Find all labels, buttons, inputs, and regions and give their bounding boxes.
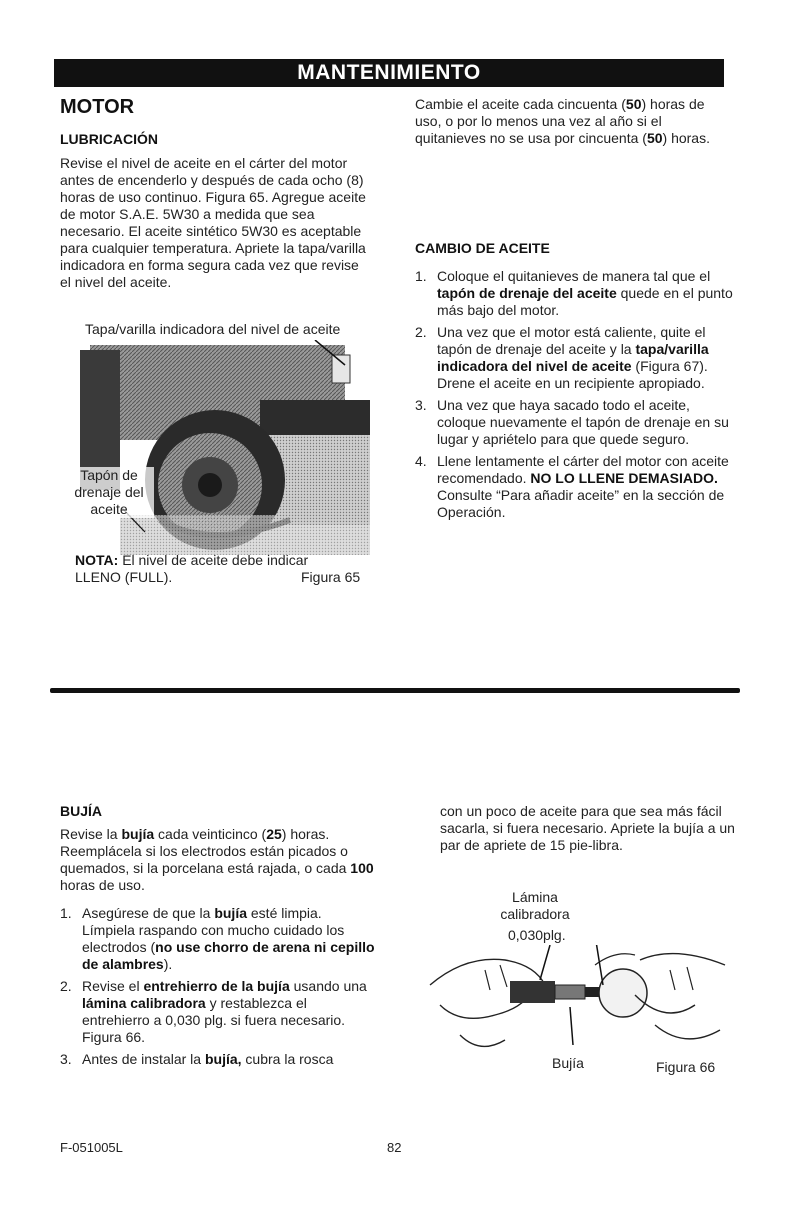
document-code: F-051005L <box>60 1140 123 1155</box>
list-item: 3. Una vez que haya sacado todo el aceite, coloque nuevamente el tapón de drenaje en su lugar y apriételo para que quede seguro. <box>415 397 729 447</box>
figure65-note: NOTA: El nivel de aceite debe indicar LLENO (FULL). Figura 65 <box>75 552 361 585</box>
engine-illustration <box>60 340 380 555</box>
lubricacion-paragraph: Revise el nivel de aceite en el cárter del motor antes de encenderlo y después de cada ocho (8) horas de uso continuo. Figura 65. Agregue aceite de motor S.A.E. 5W30 a medida que sea necesario. El aceite sintético 5W30 es aceptable para cualquier temperatura. Apriete la tapa/varilla indicadora en forma segura cada vez que revise el nivel del aceite. <box>60 155 366 290</box>
figure66-label: Figura 66 <box>656 1059 716 1075</box>
cambio-steps <box>415 268 733 526</box>
section-banner: MANTENIMIENTO <box>54 59 724 87</box>
list-item: 3. Antes de instalar la bujía, cubra la rosca <box>60 1051 334 1067</box>
gap-callout: 0,030plg. <box>508 927 566 943</box>
figure65-label: Figura 65 <box>301 569 361 585</box>
bujia-heading: BUJÍA <box>60 803 103 819</box>
list-item: 1. Asegúrese de que la bujía esté limpia. Límpiela raspando con mucho cuidado los electrodos (no use chorro de arena ni cepillo de alambres). <box>60 905 375 972</box>
oil-change-interval: Cambie el aceite cada cincuenta (50) horas de uso, o por lo menos una vez al año si el quitanieves no se usa por cincuenta (50) horas. <box>415 96 710 146</box>
spark-plug-illustration <box>425 945 730 1055</box>
feeler-gauge-callout: Lámina calibradora <box>500 889 570 922</box>
list-item: 1. Coloque el quitanieves de manera tal que el tapón de drenaje del aceite quede en el punto más bajo del motor. <box>415 268 733 318</box>
spark-plug-callout: Bujía <box>552 1055 584 1071</box>
dipstick-callout: Tapa/varilla indicadora del nivel de aceite <box>85 321 341 337</box>
drain-plug-callout: Tapón de drenaje del aceite <box>64 467 154 518</box>
section-divider <box>50 688 740 693</box>
page-number: 82 <box>387 1140 402 1155</box>
lubricacion-heading: LUBRICACIÓN <box>60 131 158 147</box>
list-item: 4. Llene lentamente el cárter del motor con aceite recomendado. NO LO LLENE DEMASIADO. Consulte “Para añadir aceite” en la sección de Operación. <box>415 453 729 520</box>
bujia-intro: Revise la bujía cada veinticinco (25) horas. Reemplácela si los electrodos están picados o quemados, si la porcelana está rajada, o cada 100 horas de uso. <box>60 826 374 893</box>
bujia-steps <box>60 905 378 1073</box>
cambio-heading: CAMBIO DE ACEITE <box>415 240 550 256</box>
list-item: 2. Revise el entrehierro de la bujía usando una lámina calibradora y restablezca el entrehierro a 0,030 plg. si fuera necesario. Figura 66. <box>60 978 367 1045</box>
motor-heading: MOTOR <box>60 96 135 118</box>
note-label: NOTA: <box>75 552 119 568</box>
list-item: 2. Una vez que el motor está caliente, quite el tapón de drenaje del aceite y la tapa/varilla indicadora del nivel de aceite (Figura 67). Drene el aceite en un recipiente apropiado. <box>415 324 709 391</box>
bujia-continuation: con un poco de aceite para que sea más fácil sacarla, si fuera necesario. Apriete la bujía a un par de apriete de 15 pie-libra. <box>440 803 735 853</box>
